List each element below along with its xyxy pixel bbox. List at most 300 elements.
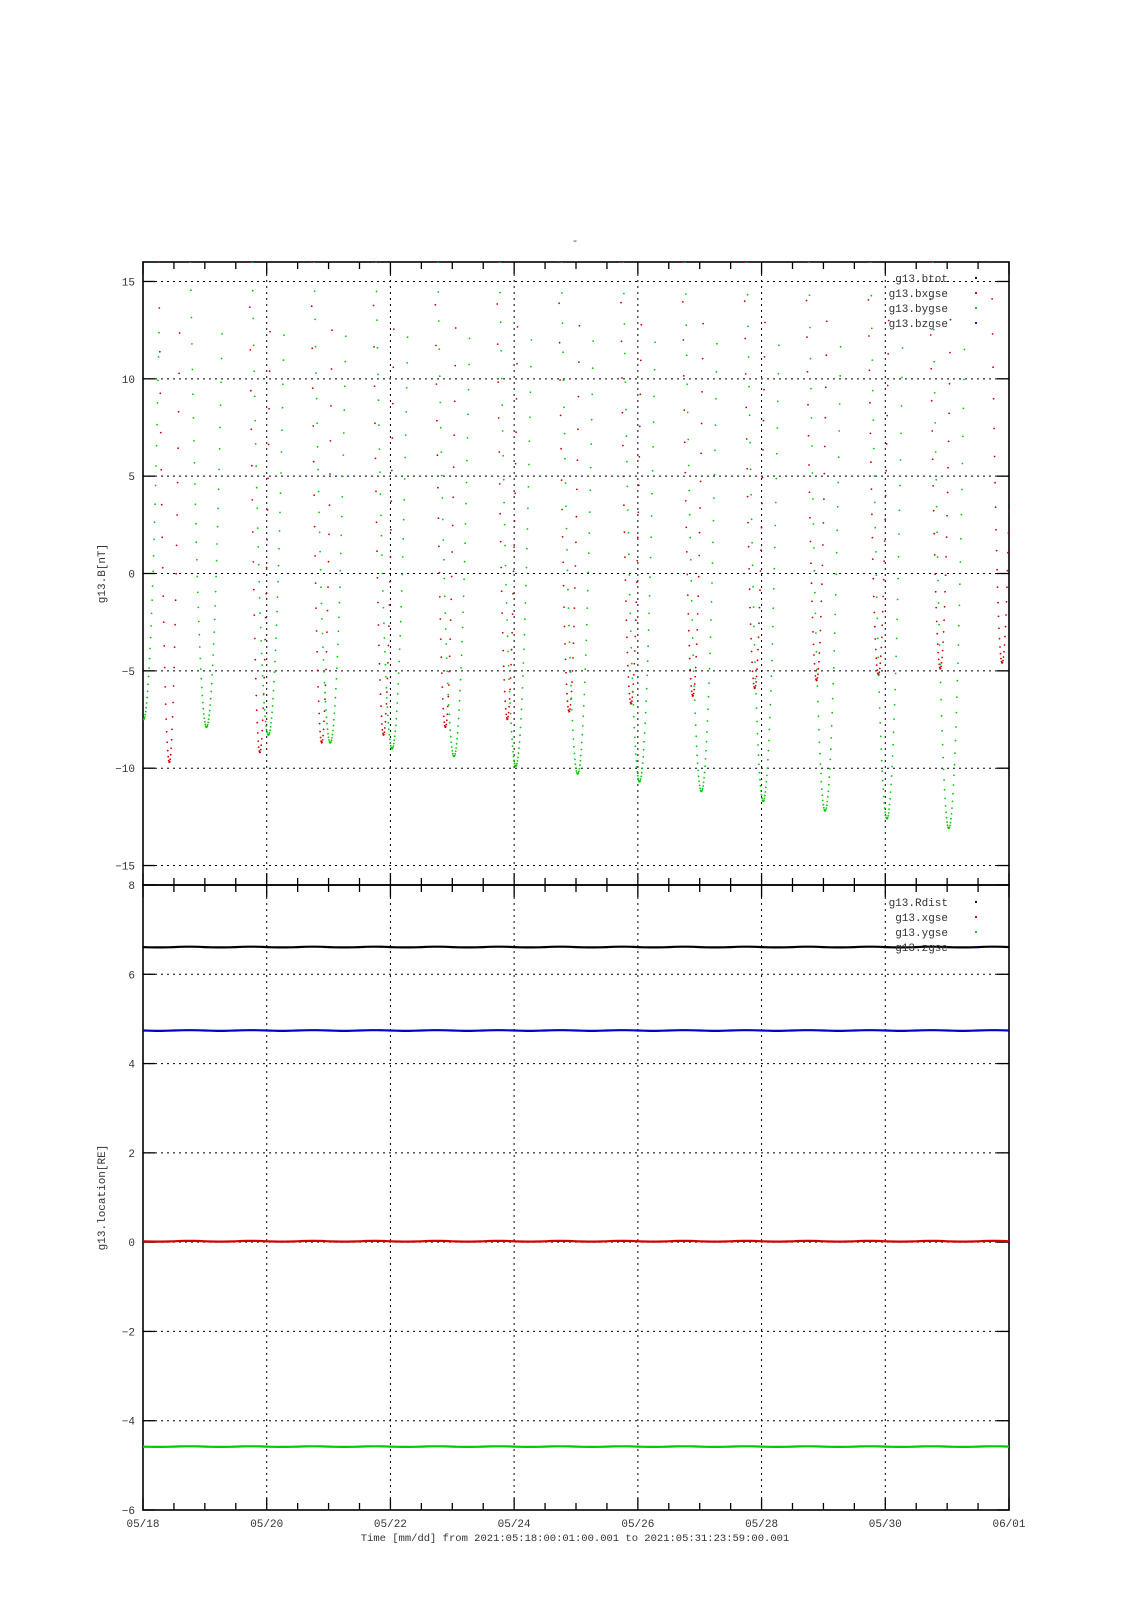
data-point [749, 607, 751, 609]
data-point [933, 361, 935, 363]
data-point [277, 581, 279, 583]
data-point [935, 591, 937, 593]
data-point [582, 725, 584, 727]
data-point [178, 411, 180, 413]
data-point [642, 762, 644, 764]
data-point [200, 678, 202, 680]
data-point [454, 365, 456, 367]
data-point [879, 662, 881, 664]
data-point [505, 584, 507, 586]
data-point [562, 561, 564, 563]
data-point [771, 660, 773, 662]
tick-label-y: −2 [121, 1327, 135, 1340]
data-point [640, 778, 642, 780]
data-point [271, 712, 273, 714]
data-point [193, 417, 195, 419]
data-point [327, 610, 329, 612]
data-point [529, 416, 531, 418]
data-point [753, 606, 755, 608]
data-point [437, 291, 439, 293]
data-point [813, 523, 815, 525]
data-point [195, 503, 197, 505]
data-point [751, 661, 753, 663]
data-point [944, 789, 946, 791]
data-point [888, 808, 890, 810]
data-point [875, 574, 877, 576]
data-point [579, 764, 581, 766]
data-point [213, 643, 215, 645]
data-point [689, 669, 691, 671]
data-point [835, 594, 837, 596]
data-point [325, 669, 327, 671]
data-point [314, 319, 316, 321]
data-point [164, 667, 166, 669]
data-point [509, 702, 511, 704]
data-point [500, 321, 502, 323]
data-point [578, 772, 580, 774]
data-point [899, 509, 901, 511]
data-point [958, 625, 960, 627]
data-point [884, 807, 886, 809]
data-point [376, 521, 378, 523]
legend-marker [975, 307, 977, 309]
data-point [586, 607, 588, 609]
data-point [699, 788, 701, 790]
data-point [399, 635, 401, 637]
data-point [868, 299, 870, 301]
data-point [587, 590, 589, 592]
data-point [937, 643, 939, 645]
data-point [936, 531, 938, 533]
data-point [887, 385, 889, 387]
data-point [377, 577, 379, 579]
data-point [150, 637, 152, 639]
data-point [631, 703, 633, 705]
data-point [893, 718, 895, 720]
data-point [900, 459, 902, 461]
data-point [265, 725, 267, 727]
data-point [322, 739, 324, 741]
data-point [759, 772, 761, 774]
data-point [755, 678, 757, 680]
data-point [279, 530, 281, 532]
data-point [935, 451, 937, 453]
data-point [256, 507, 258, 509]
data-point [396, 702, 398, 704]
data-point [503, 479, 505, 481]
data-point [316, 422, 318, 424]
data-point [893, 731, 895, 733]
series-line-g13-Rdist [143, 947, 1009, 948]
data-point [504, 545, 506, 547]
data-point [507, 651, 509, 653]
data-point [884, 518, 886, 520]
data-point [641, 772, 643, 774]
data-point [711, 601, 713, 603]
data-point [749, 442, 751, 444]
data-point [747, 496, 749, 498]
data-point [897, 578, 899, 580]
data-point [317, 469, 319, 471]
data-point [460, 667, 462, 669]
data-point [839, 403, 841, 405]
data-point [512, 613, 514, 615]
data-point [817, 685, 819, 687]
time-axis [126, 1519, 1025, 1531]
data-point [563, 379, 565, 381]
data-point [328, 561, 330, 563]
data-point [268, 733, 270, 735]
data-point [384, 727, 386, 729]
data-point [1002, 662, 1004, 664]
data-point [576, 770, 578, 772]
data-point [691, 619, 693, 621]
data-point [320, 569, 322, 571]
data-point [749, 414, 751, 416]
data-point [822, 565, 824, 567]
data-point [331, 368, 333, 370]
data-point [685, 293, 687, 295]
data-point [637, 778, 639, 780]
data-point [894, 689, 896, 691]
data-point [577, 428, 579, 430]
data-point [635, 619, 637, 621]
data-point [330, 440, 332, 442]
data-point [575, 767, 577, 769]
data-point [502, 650, 504, 652]
data-point [386, 703, 388, 705]
data-point [881, 760, 883, 762]
data-point [283, 334, 285, 336]
data-point [313, 461, 315, 463]
data-point [946, 515, 948, 517]
data-point [937, 556, 939, 558]
data-point [389, 604, 391, 606]
data-point [875, 649, 877, 651]
data-point [697, 762, 699, 764]
data-point [211, 683, 213, 685]
data-point [407, 336, 409, 338]
data-point [888, 812, 890, 814]
data-point [628, 532, 630, 534]
data-point [318, 713, 320, 715]
data-point [466, 460, 468, 462]
data-point [823, 473, 825, 475]
data-point [705, 758, 707, 760]
data-point [446, 713, 448, 715]
data-point [385, 676, 387, 678]
data-point [744, 338, 746, 340]
data-point [710, 619, 712, 621]
data-point [828, 784, 830, 786]
data-point [643, 741, 645, 743]
data-point [810, 541, 812, 543]
data-point [460, 679, 462, 681]
data-point [689, 514, 691, 516]
data-point [648, 613, 650, 615]
data-point [387, 662, 389, 664]
data-point [693, 685, 695, 687]
data-point [631, 663, 633, 665]
data-point [626, 461, 628, 463]
data-point [564, 458, 566, 460]
data-point [622, 445, 624, 447]
data-point [170, 747, 172, 749]
data-point [315, 372, 317, 374]
data-point [767, 767, 769, 769]
data-point [311, 305, 313, 307]
data-point [827, 796, 829, 798]
data-point [221, 358, 223, 360]
data-point [834, 614, 836, 616]
data-point [250, 428, 252, 430]
data-point [876, 618, 878, 620]
data-point [757, 649, 759, 651]
data-point [254, 659, 256, 661]
data-point [818, 661, 820, 663]
data-point [757, 744, 759, 746]
data-point [759, 607, 761, 609]
series-g13-bygse [142, 261, 965, 829]
data-point [269, 729, 271, 731]
data-point [873, 475, 875, 477]
data-point [692, 637, 694, 639]
data-point [325, 709, 327, 711]
data-point [561, 509, 563, 511]
data-point [873, 448, 875, 450]
data-point [886, 415, 888, 417]
data-point [565, 672, 567, 674]
data-point [151, 613, 153, 615]
data-point [462, 611, 464, 613]
data-point [592, 367, 594, 369]
data-point [178, 373, 180, 375]
data-point [209, 704, 211, 706]
data-point [158, 332, 160, 334]
data-point [1005, 626, 1007, 628]
data-point [391, 437, 393, 439]
data-point [694, 676, 696, 678]
data-point [945, 811, 947, 813]
data-point [697, 595, 699, 597]
data-point [997, 586, 999, 588]
data-point [702, 788, 704, 790]
data-point [693, 693, 695, 695]
data-point [339, 602, 341, 604]
data-point [499, 292, 501, 294]
data-point [816, 669, 818, 671]
data-point [160, 432, 162, 434]
data-point [508, 665, 510, 667]
data-point [342, 476, 344, 478]
data-point [753, 683, 755, 685]
data-point [937, 580, 939, 582]
data-point [570, 704, 572, 706]
data-point [196, 559, 198, 561]
data-point [883, 796, 885, 798]
data-point [162, 567, 164, 569]
data-point [381, 723, 383, 725]
data-point [633, 674, 635, 676]
data-point [623, 293, 625, 295]
data-point [635, 753, 637, 755]
data-point [256, 487, 258, 489]
data-point [511, 739, 513, 741]
data-point [254, 638, 256, 640]
data-point [712, 542, 714, 544]
data-point [393, 328, 395, 330]
data-point [572, 729, 574, 731]
data-point [504, 700, 506, 702]
data-point [769, 729, 771, 731]
data-point [706, 731, 708, 733]
data-point [752, 586, 754, 588]
data-point [155, 485, 157, 487]
data-point [581, 742, 583, 744]
data-point [575, 763, 577, 765]
data-point [274, 671, 276, 673]
data-point [815, 632, 817, 634]
data-point [830, 748, 832, 750]
data-point [836, 552, 838, 554]
data-point [531, 339, 533, 341]
data-point [257, 527, 259, 529]
tick-label-y: 0 [128, 569, 135, 582]
data-point [896, 619, 898, 621]
data-point [513, 760, 515, 762]
data-point [467, 437, 469, 439]
data-point [529, 440, 531, 442]
data-point [436, 420, 438, 422]
data-point [146, 697, 148, 699]
data-point [957, 680, 959, 682]
data-point [517, 760, 519, 762]
data-point [833, 650, 835, 652]
data-point [576, 516, 578, 518]
data-point [942, 650, 944, 652]
figure-top-mark: - [571, 236, 579, 248]
data-point [634, 745, 636, 747]
legend-label: g13.bygse [888, 304, 948, 316]
data-point [580, 749, 582, 751]
tick-label-y: −5 [121, 666, 135, 679]
data-point [620, 302, 622, 304]
data-point [269, 370, 271, 372]
data-point [744, 300, 746, 302]
data-point [872, 558, 874, 560]
data-point [221, 333, 223, 335]
data-point [833, 667, 835, 669]
data-point [755, 681, 757, 683]
data-point [938, 602, 940, 604]
data-point [579, 325, 581, 327]
data-point [441, 497, 443, 499]
data-point [625, 409, 627, 411]
data-point [443, 721, 445, 723]
data-point [699, 785, 701, 787]
data-point [174, 624, 176, 626]
data-point [699, 532, 701, 534]
data-point [749, 588, 751, 590]
data-point [559, 342, 561, 344]
data-point [211, 674, 213, 676]
data-point [755, 693, 757, 695]
data-point [439, 618, 441, 620]
data-point [198, 621, 200, 623]
data-point [521, 709, 523, 711]
data-point [401, 590, 403, 592]
data-point [320, 586, 322, 588]
data-point [821, 788, 823, 790]
data-point [887, 815, 889, 817]
data-point [712, 562, 714, 564]
tick-label-x: 05/20 [250, 1519, 284, 1531]
data-point [435, 304, 437, 306]
data-point [387, 722, 389, 724]
data-point [504, 691, 506, 693]
data-point [256, 709, 258, 711]
data-point [632, 704, 634, 706]
data-point [582, 715, 584, 717]
data-point [398, 661, 400, 663]
data-point [199, 658, 201, 660]
data-point [158, 307, 160, 309]
data-point [201, 687, 203, 689]
data-point [453, 434, 455, 436]
data-point [764, 322, 766, 324]
data-point [257, 546, 259, 548]
data-point [323, 720, 325, 722]
data-point [206, 726, 208, 728]
data-point [950, 319, 952, 321]
data-point [936, 621, 938, 623]
data-point [148, 667, 150, 669]
data-point [570, 671, 572, 673]
data-point [810, 388, 812, 390]
data-point [826, 801, 828, 803]
data-point [176, 545, 178, 547]
tick-label-y: 4 [128, 1059, 135, 1072]
data-point [437, 487, 439, 489]
tick-label-x: 05/30 [868, 1519, 902, 1531]
data-point [325, 684, 327, 686]
data-point [633, 663, 635, 665]
data-point [561, 292, 563, 294]
data-point [820, 763, 822, 765]
data-point [191, 343, 193, 345]
data-point [994, 482, 996, 484]
data-point [936, 633, 938, 635]
data-point [942, 744, 944, 746]
data-point [868, 335, 870, 337]
data-point [215, 576, 217, 578]
data-point [902, 347, 904, 349]
data-point [252, 318, 254, 320]
data-point [506, 602, 508, 604]
data-point [812, 498, 814, 500]
data-point [639, 780, 641, 782]
data-point [996, 550, 998, 552]
data-point [405, 411, 407, 413]
data-point [165, 703, 167, 705]
data-point [898, 556, 900, 558]
data-point [505, 565, 507, 567]
data-point [574, 587, 576, 589]
data-point [623, 504, 625, 506]
data-point [173, 685, 175, 687]
data-point [630, 630, 632, 632]
data-point [700, 481, 702, 483]
